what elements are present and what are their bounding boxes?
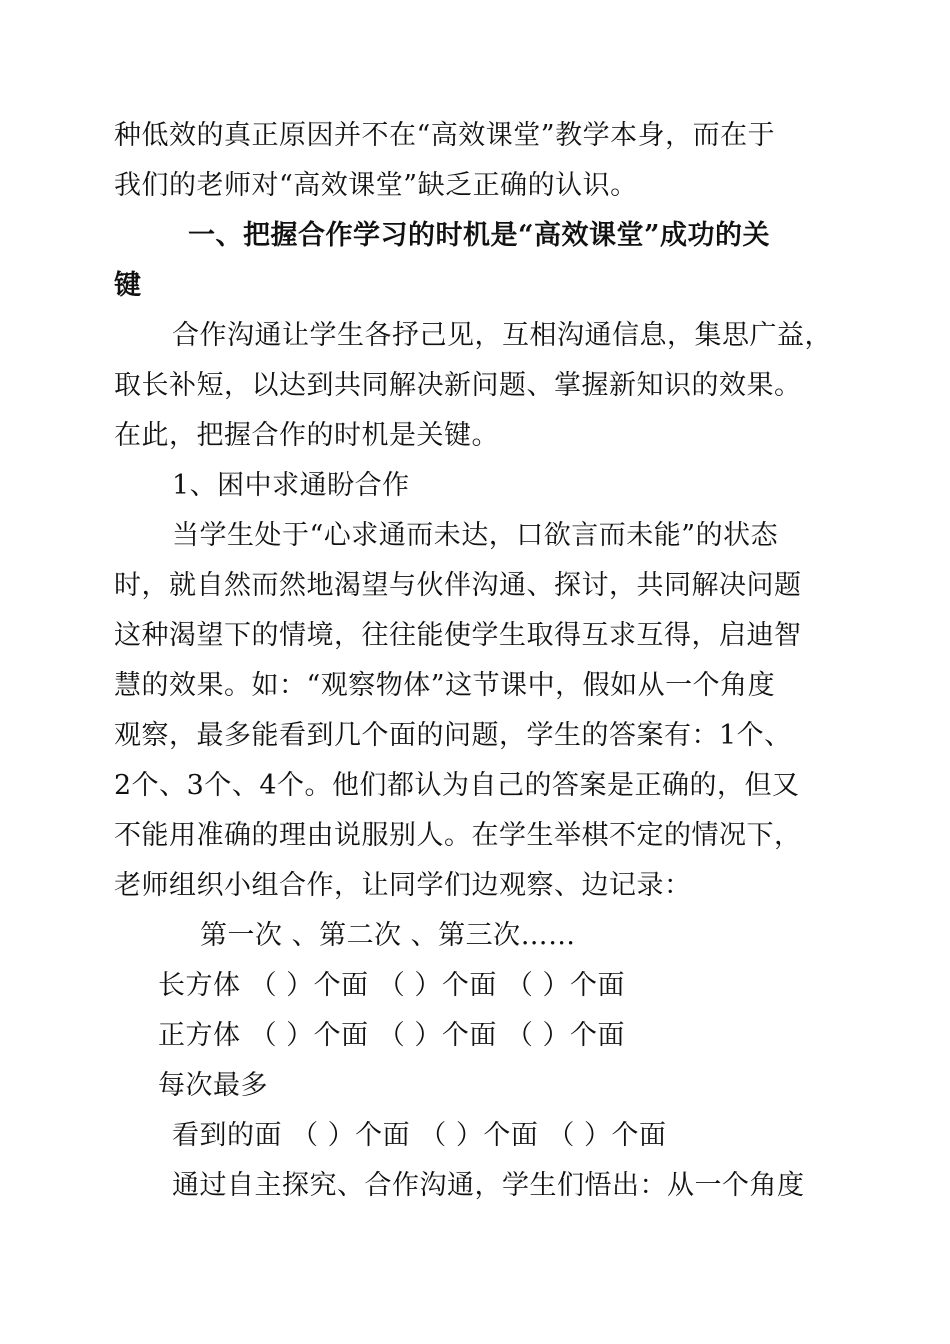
observation-row-max-label: 每次最多 xyxy=(158,1070,268,1101)
paragraph-line-9: 当学生处于“心求通而未达，口欲言而未能”的状态 xyxy=(172,520,779,551)
paragraph-line-5: 合作沟通让学生各抒己见，互相沟通信息，集思广益， xyxy=(172,320,832,351)
observation-row-cube: 正方体 （ ）个面 （ ）个面 （ ）个面 xyxy=(158,1020,625,1051)
paragraph-line-12: 慧的效果。如：“观察物体”这节课中，假如从一个角度 xyxy=(114,670,776,701)
paragraph-line-22: 通过自主探究、合作沟通，学生们悟出：从一个角度 xyxy=(172,1170,805,1201)
paragraph-line-7: 在此，把握合作的时机是关键。 xyxy=(114,420,499,451)
paragraph-line-2: 我们的老师对“高效课堂”缺乏正确的认识。 xyxy=(114,170,638,201)
paragraph-line-13: 观察，最多能看到几个面的问题，学生的答案有：1个、 xyxy=(114,720,792,751)
observation-row-cuboid: 长方体 （ ）个面 （ ）个面 （ ）个面 xyxy=(158,970,625,1001)
paragraph-line-15: 不能用准确的理由说服别人。在学生举棋不定的情况下， xyxy=(114,820,802,851)
paragraph-line-14: 2个、3个、4个。他们都认为自己的答案是正确的，但又 xyxy=(114,770,800,801)
observation-row-seen-faces: 看到的面 （ ）个面 （ ）个面 （ ）个面 xyxy=(172,1120,667,1151)
section-heading-line-2: 键 xyxy=(114,270,142,301)
paragraph-line-16: 老师组织小组合作，让同学们边观察、边记录： xyxy=(114,870,692,901)
observation-header-line: 第一次 、第二次 、第三次…… xyxy=(200,920,576,951)
paragraph-line-11: 这种渴望下的情境，往往能使学生取得互求互得，启迪智 xyxy=(114,620,802,651)
paragraph-line-10: 时，就自然而然地渴望与伙伴沟通、探讨，共同解决问题 xyxy=(114,570,802,601)
paragraph-line-1: 种低效的真正原因并不在“高效课堂”教学本身，而在于 xyxy=(114,120,776,151)
section-heading-line-1: 一、把握合作学习的时机是“高效课堂”成功的关 xyxy=(188,220,771,251)
subheading-line: 1、困中求通盼合作 xyxy=(172,470,410,501)
paragraph-line-6: 取长补短，以达到共同解决新问题、掌握新知识的效果。 xyxy=(114,370,802,401)
